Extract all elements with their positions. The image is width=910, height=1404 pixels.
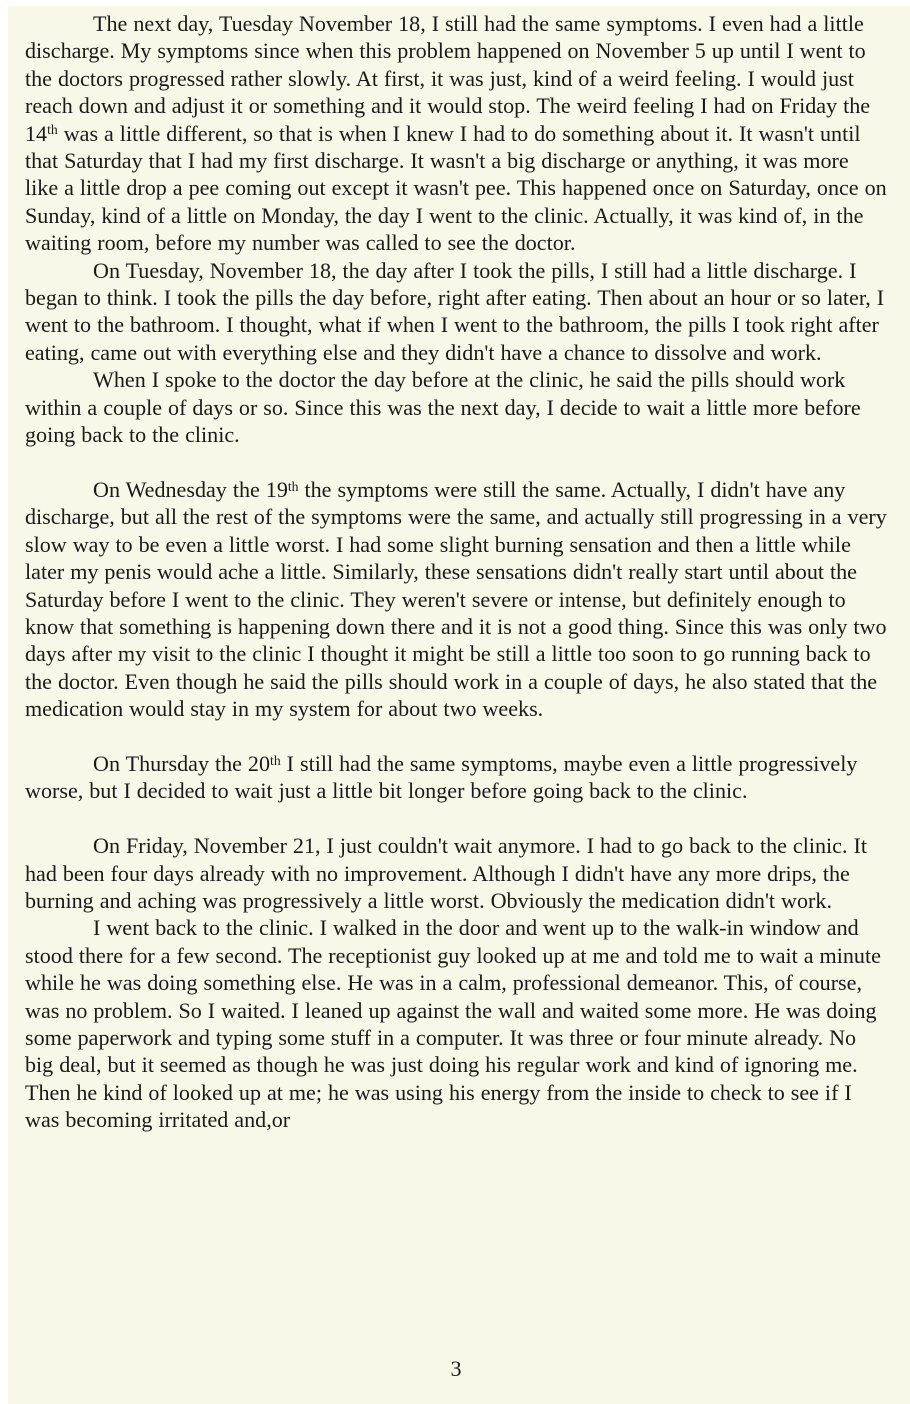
text-run: On Friday, November 21, I just couldn't wait anymore. I had to go back to the clinic. It had been four days already with no improvement. Although I didn't have any more drips, the burning and aching was progressively a little worst. Obviously the medication didn't work. (25, 833, 867, 913)
paragraph (25, 10, 887, 257)
text-run: The next day, Tuesday November 18, I still had the same symptoms. I even had a little discharge. My symptoms since when this problem happened on November 5 up until I went to the doctors progressed rather slowly. At first, it was just, kind of a weird feeling. I would just reach down and adjust it or something and it would stop. The weird feeling I had on Friday the 14 (25, 11, 871, 146)
text-body (25, 10, 887, 1134)
text-run: On Tuesday, November 18, the day after I took the pills, I still had a little discharge. I began to think. I took the pills the day before, right after eating. Then about an hour or so later, I went to the bathroom. I thought, what if when I went to the bathroom, the pills I took right after eating, came out with everything else and they didn't have a chance to dissolve and work. (25, 257, 885, 365)
paragraph (25, 476, 887, 723)
page-footer (25, 1355, 887, 1382)
text-run: When I spoke to the doctor the day before at the clinic, he said the pills should work within a couple of days or so. Since this was the next day, I decide to wait a little more before going back to the clinic. (25, 367, 861, 448)
paragraph (25, 750, 887, 805)
text-run: On Thursday the 20 (93, 750, 271, 776)
page-number: 3 (450, 1356, 462, 1381)
paragraph (25, 832, 887, 914)
paragraph (25, 914, 887, 1133)
text-run: On Wednesday the 19 (93, 476, 288, 502)
paragraph (25, 257, 887, 367)
document-page (8, 6, 910, 1404)
text-run: was a little different, so that is when I knew I had to do something about it. It wasn't until that Saturday that I had my first discharge. It wasn't a big discharge or anything, it was more like a little drop a pee coming out except it wasn't pee. This happened once on Saturday, once on Sunday, kind of a little on Monday, the day I went to the clinic. Actually, it was kind of, in the waiting room, before my number was called to see the doctor. (25, 120, 887, 256)
text-run: the symptoms were still the same. Actually, I didn't have any discharge, but all the rest of the symptoms were the same, and actually still progressing in a very slow way to be even a little worst. I had some slight burning sensation and then a little while later my penis would ache a little. Similarly, these sensations didn't really start until about the Saturday before I went to the clinic. They weren't severe or intense, but definitely enough to know that something is happening down there and it is not a good thing. Since this was only two days after my visit to the clinic I thought it might be still a little too soon to go running back to the doctor. Even though he said the pills should work in a couple of days, he also stated that the medication would stay in my system for about two weeks. (25, 476, 887, 722)
ordinal-superscript: th (47, 122, 58, 138)
ordinal-superscript: th (287, 478, 299, 494)
text-run: I still had the same symptoms, maybe even a little progressively worse, but I decided to wait just a little bit longer before going back to the clinic. (25, 750, 858, 804)
ordinal-superscript: th (270, 752, 281, 768)
paragraph (25, 366, 887, 448)
text-run: I went back to the clinic. I walked in the door and went up to the walk-in window and stood there for a few second. The receptionist guy looked up at me and told me to wait a minute while he was doing something else. He was in a calm, professional demeanor. This, of course, was no problem. So I waited. I leaned up against the wall and waited some more. He was doing some paperwork and typing some stuff in a computer. It was three or four minute already. No big deal, but it seemed as though he was just doing his regular work and kind of ignoring me. Then he kind of looked up at me; he was using his energy from the inside to check to see if I was becoming irritated and,or (25, 915, 881, 1133)
